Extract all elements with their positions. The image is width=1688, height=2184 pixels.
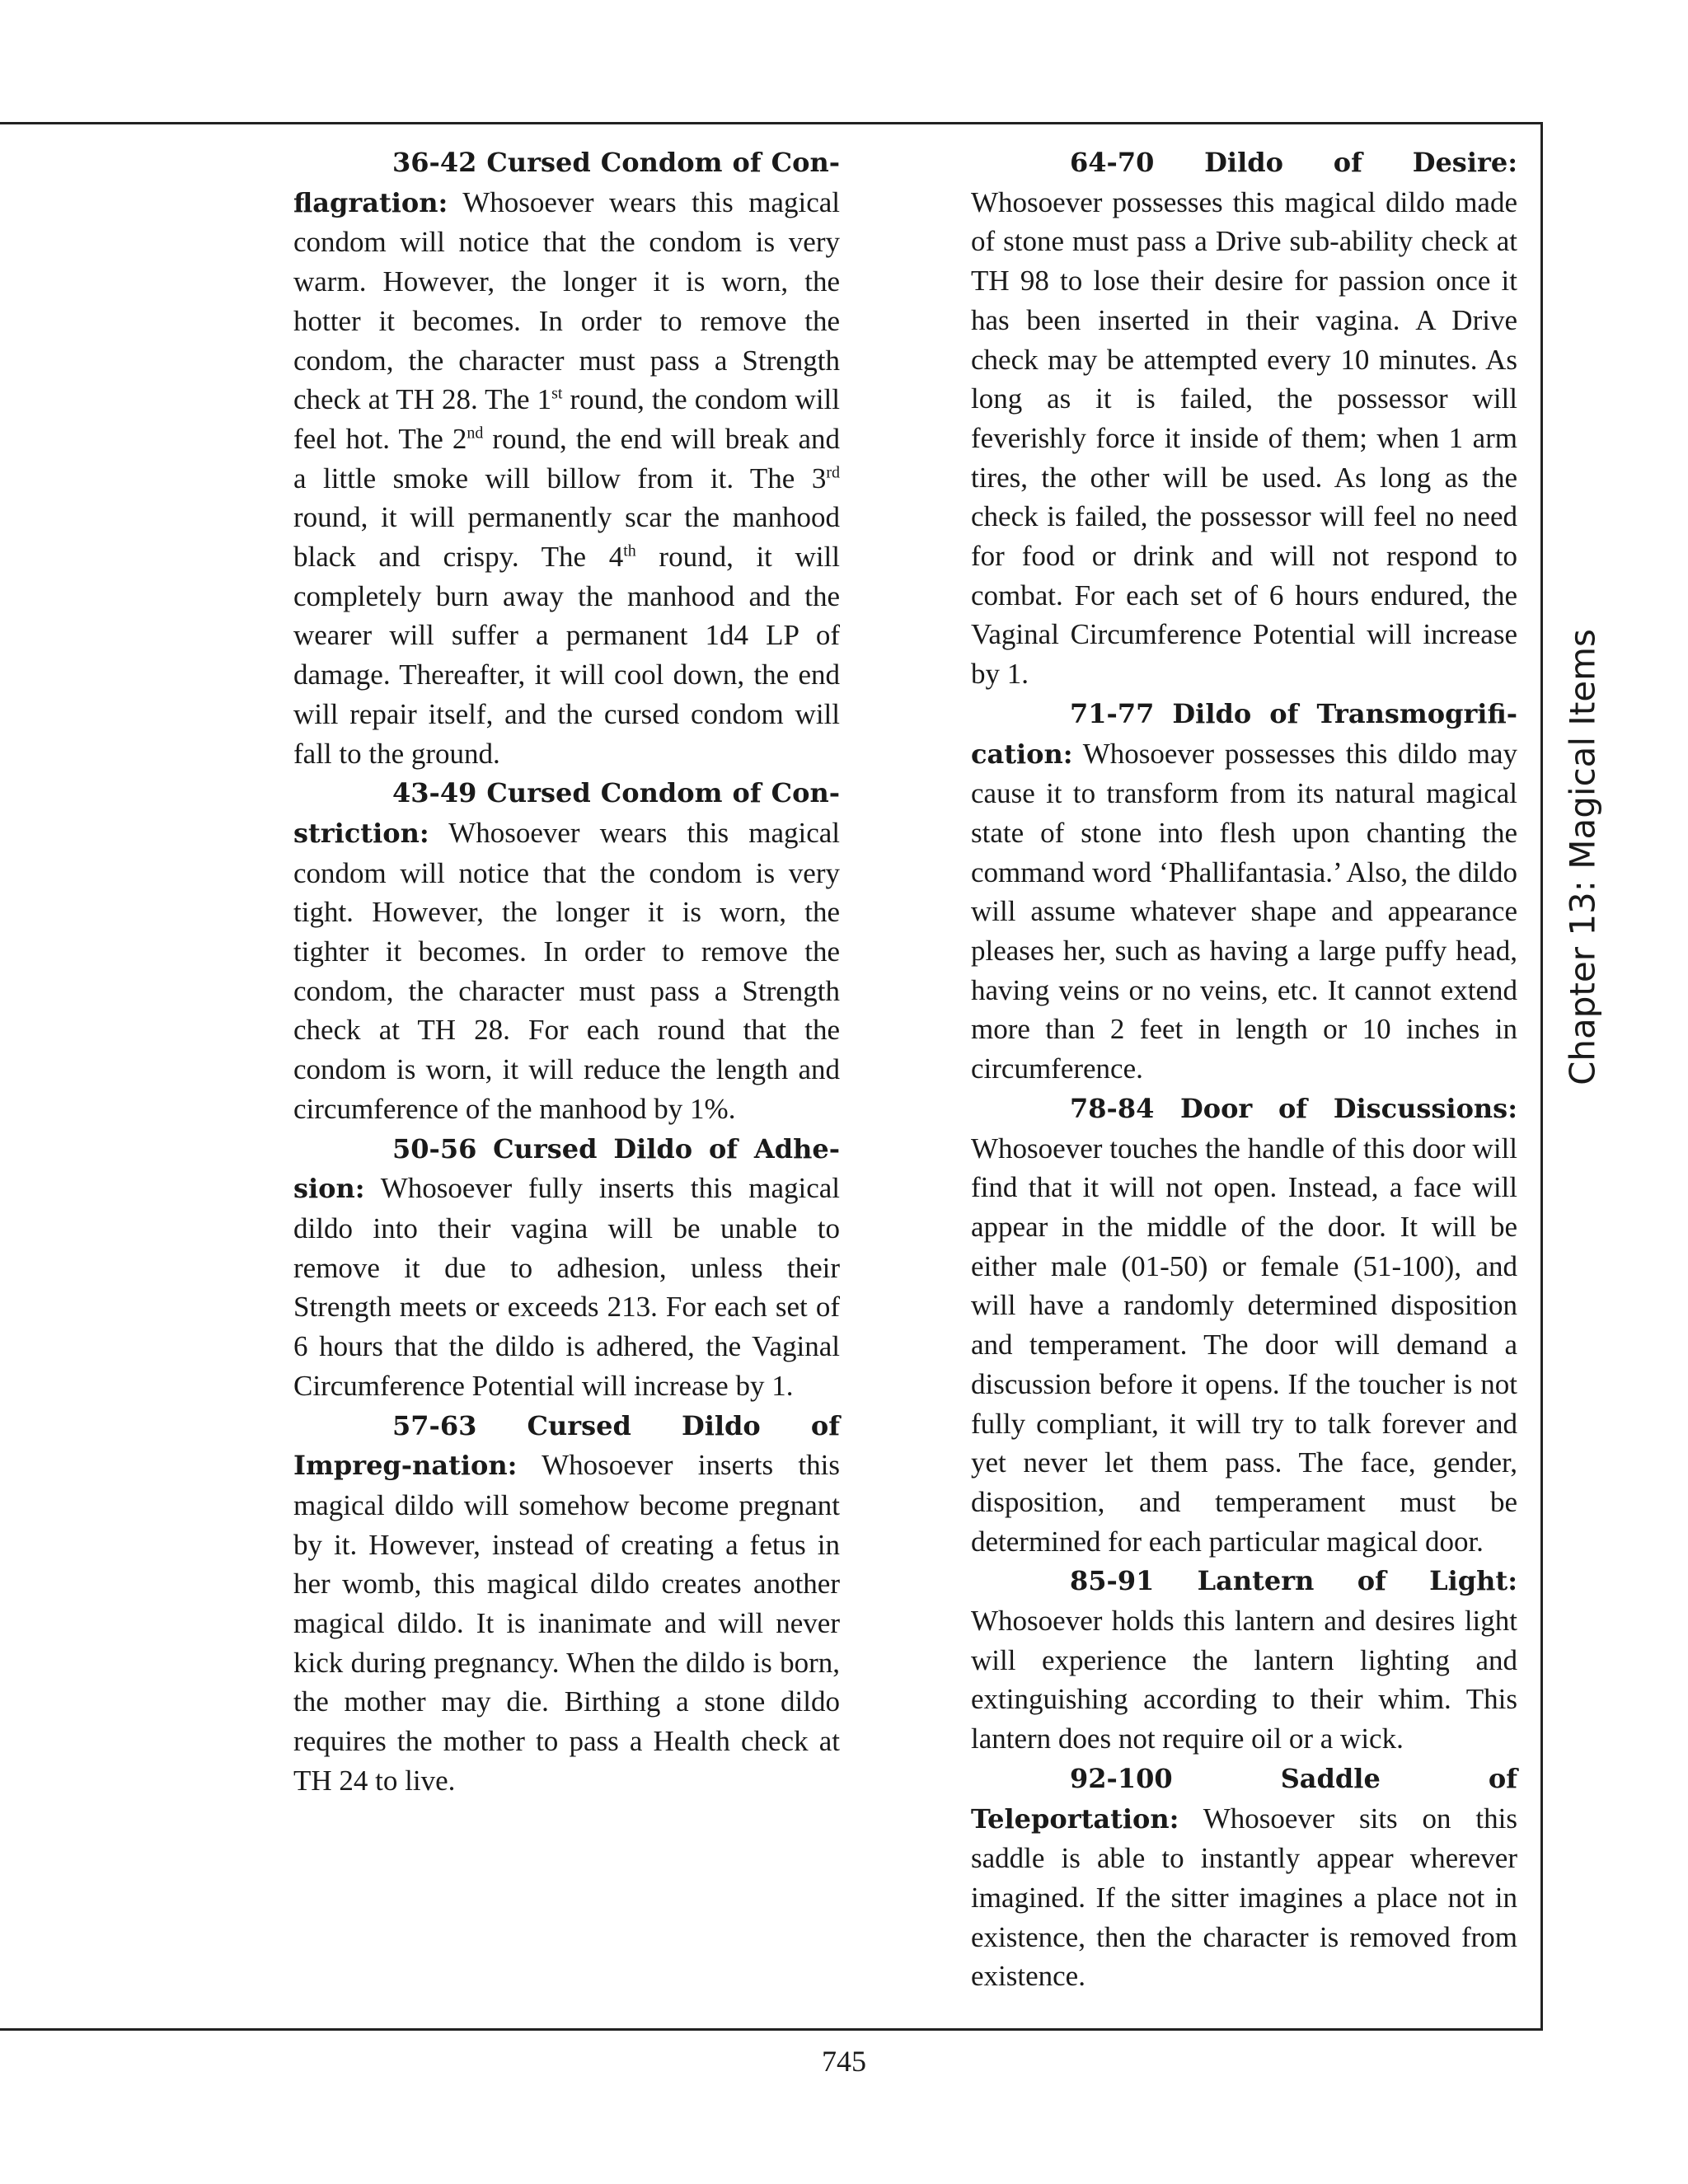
entry-saddle-teleportation [971, 1759, 1517, 1996]
entry-text: Whosoever wears this magical condom will notice that the condom is very tight. However, the longer it is worn, the tighter it becomes. In order to remove the condom, the character must pass a Strength check at TH 28. For each round that the condom is worn, it will reduce the length and circumference of the manhood by 1%. [293, 816, 840, 1125]
entry-title: 64-70 Dildo of Desire: [1070, 147, 1517, 178]
entry-dildo-transmogrification [971, 694, 1517, 1089]
entry-text: Whosoever fully inserts this magical dildo into their vagina will be unable to remove it due to adhesion, unless their Strength meets or exceeds 213. For each set of 6 hours that the dildo is adhered, the Vaginal Circumference Potential will increase by 1. [293, 1172, 840, 1402]
page-frame-bottom-rule [0, 2028, 1543, 2031]
left-column [293, 143, 840, 1801]
page-number: 745 [822, 2045, 866, 2078]
entry-text: Whosoever holds this lantern and desires light will experience the lantern lighting and extinguishing according to their whim. This lantern does not require oil or a wick. [971, 1605, 1517, 1755]
entry-title: 92-100 Saddle of Teleportation: [971, 1762, 1517, 1835]
chapter-side-label: Chapter 13: Magical Items [1562, 629, 1603, 1085]
entry-door-discussions [971, 1089, 1517, 1561]
entry-text: Whosoever sits on this saddle is able to instantly appear wherever imagined. If the sitter imagines a place not in existence, then the character is removed from existence. [971, 1802, 1517, 1993]
entry-title: 71-77 Dildo of Transmogrifi-cation: [971, 697, 1517, 770]
entry-text: Whosoever touches the handle of this door will find that it will not open. Instead, a face will appear in the middle of the door. It will be either male (01-50) or female (51-100), and will have a randomly determined disposition and temperament. The door will demand a discussion before it opens. If the toucher is not fully compliant, it will try to talk forever and yet never let them pass. The face, gender, disposition, and temperament must be determined for each particular magical door. [971, 1132, 1517, 1558]
entry-title: 50-56 Cursed Dildo of Adhe-sion: [293, 1132, 840, 1205]
entry-title: 36-42 Cursed Condom of Con-flagration: [293, 147, 840, 218]
entry-cursed-condom-conflagration [293, 143, 840, 773]
page-frame-top-rule [0, 122, 1543, 124]
entry-title: 85-91 Lantern of Light: [1070, 1565, 1517, 1597]
entry-title: 43-49 Cursed Condom of Con-striction: [293, 777, 840, 849]
entry-lantern-light [971, 1561, 1517, 1759]
entry-cursed-dildo-impregnation [293, 1406, 840, 1801]
entry-text: Whosoever wears this magical condom will notice that the condom is very warm. However, the longer it is worn, the hotter it becomes. In order to remove the condom, the character must pass a Strength check at TH 28. The 1st round, the condom will feel hot. The 2nd round, the end will break and a little smoke will billow from it. The 3rd round, it will permanently scar the manhood black and crispy. The 4th round, it will completely burn away the manhood and the wearer will suffer a permanent 1d4 LP of damage. Thereafter, it will cool down, the end will repair itself, and the cursed condom will fall to the ground. [293, 185, 841, 770]
page-frame-right-rule [1540, 122, 1543, 2031]
entry-text: Whosoever inserts this magical dildo will somehow become pregnant by it. However, instead of creating a fetus in her womb, this magical dildo creates another magical dildo. It is inanimate and will never kick during pregnancy. When the dildo is born, the mother may die. Birthing a stone dildo requires the mother to pass a Health check at TH 24 to live. [293, 1449, 840, 1797]
entry-dildo-desire [971, 143, 1517, 694]
entry-title: 78-84 Door of Discussions: [1070, 1092, 1517, 1124]
entry-cursed-dildo-adhesion [293, 1129, 840, 1406]
entry-title: 57-63 Cursed Dildo of Impreg-nation: [293, 1409, 840, 1482]
entry-cursed-condom-constriction [293, 773, 840, 1128]
entry-text: Whosoever possesses this magical dildo made of stone must pass a Drive sub-ability check at TH 98 to lose their desire for passion once it has been inserted in their vagina. A Drive check may be attempted every 10 minutes. As long as it is failed, the possessor will feverishly force it inside of them; when 1 arm tires, the other will be used. As long as the check is failed, the possessor will feel no need for food or drink and will not respond to combat. For each set of 6 hours endured, the Vaginal Circumference Potential will increase by 1. [971, 185, 1517, 691]
entry-text: Whosoever possesses this dildo may cause it to transform from its natural magical state of stone into flesh upon chanting the command word ‘Phallifantasia.’ Also, the dildo will assume whatever shape and appearance pleases her, such as having a large puffy head, having veins or no veins, etc. It cannot extend more than 2 feet in length or 10 inches in circumference. [971, 737, 1518, 1085]
right-column [971, 143, 1517, 1996]
